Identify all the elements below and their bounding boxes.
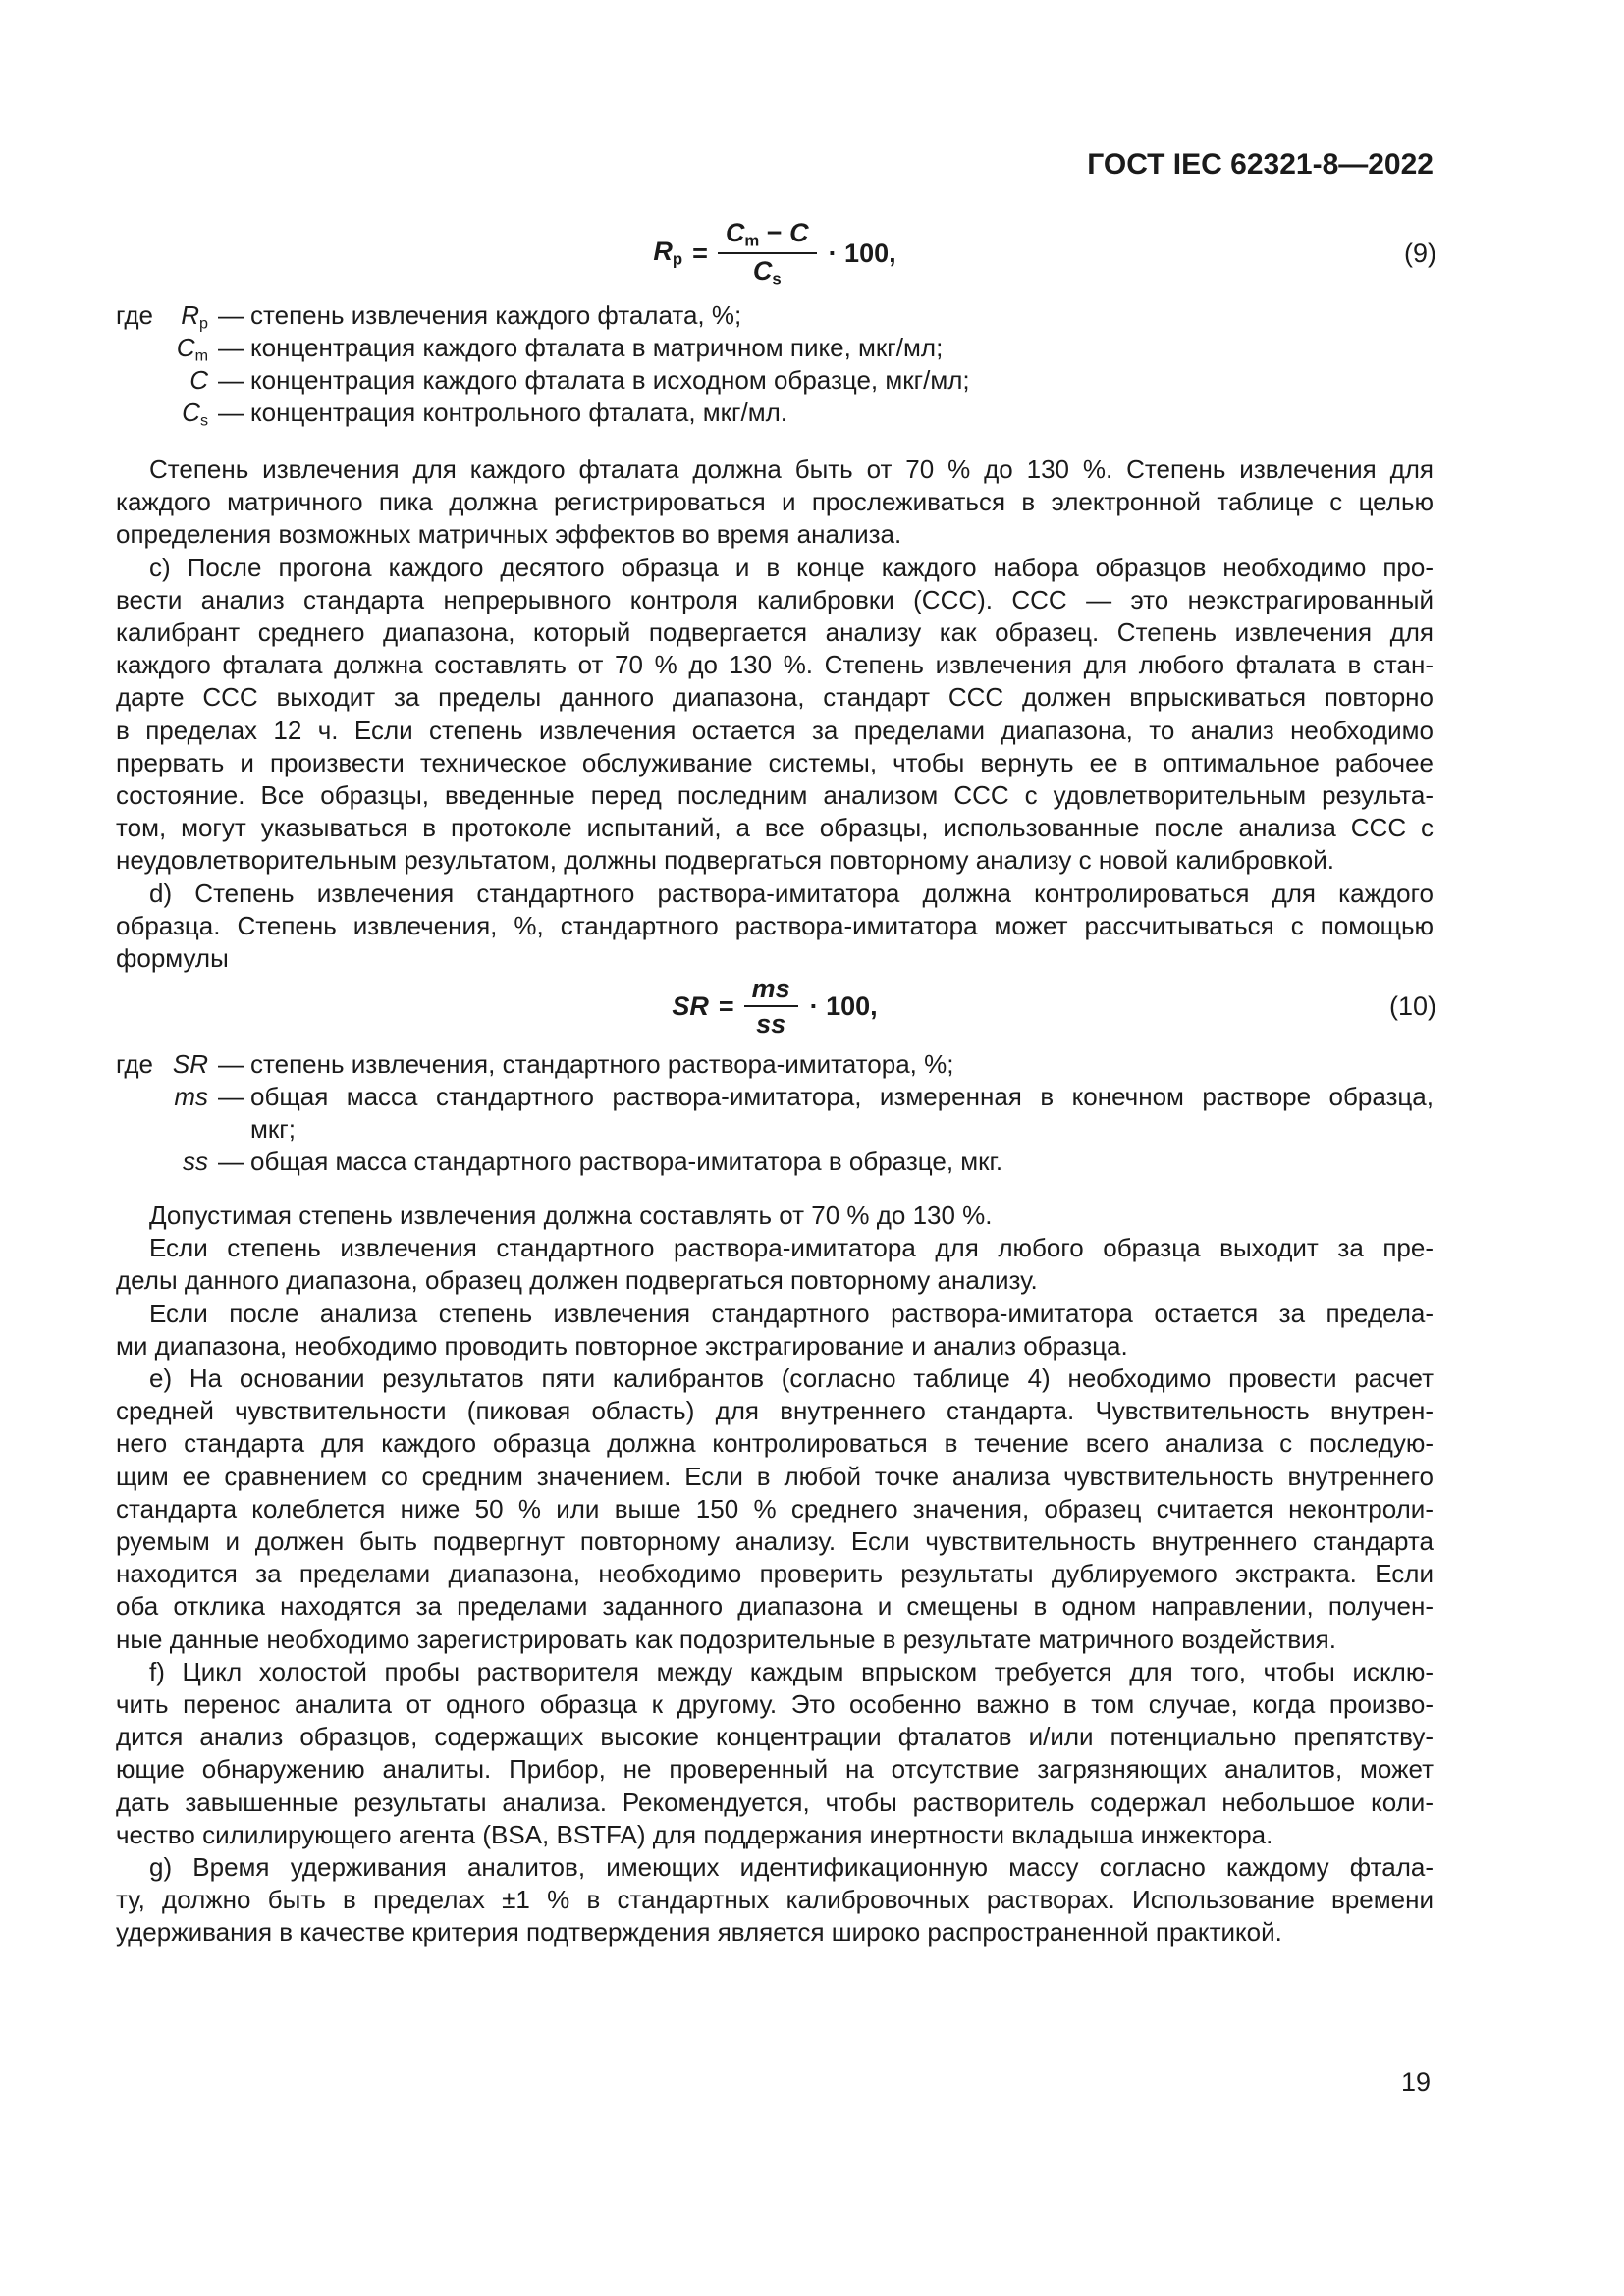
formula_9-denominator-term: $C_s$: [752, 256, 782, 289]
where-dash: —: [218, 398, 244, 427]
text-line: дарте ССС выходит за пределы данного диапазона, стандарт ССС должен впрыскиваться повторно: [116, 682, 1434, 713]
document-header-title: ГОСТ IEC 62321-8—2022: [1087, 148, 1434, 181]
formula_9-denominator-term-subscript: s: [772, 269, 782, 289]
where-definition-line: концентрация каждого фталата в матричном пике, мкг/мл;: [250, 333, 944, 362]
where-definition-line: общая масса стандартного раствора-имитатора, измеренная в конечном растворе образца,: [250, 1082, 1434, 1111]
text-line: прервать и произвести техническое обслуживание системы, чтобы вернуть ее в оптимальное рабочее: [116, 747, 1434, 777]
where-dash: —: [218, 1082, 244, 1111]
where-term: [145, 364, 208, 397]
where-term: [145, 397, 208, 438]
text-line: каждого матричного пика должна регистрироваться и прослеживаться в электронной таблице с целью: [116, 487, 1434, 517]
text-line: Если степень извлечения стандартного раствора-имитатора для любого образца выходит за пре-: [149, 1233, 1434, 1263]
where-term-symbol: $C_m$: [176, 333, 208, 365]
formula_9-numerator-term: −: [759, 217, 790, 247]
where-term-symbol-subscript: s: [199, 411, 208, 430]
text-line: ющие обнаружению аналиты. Прибор, не проверенный на отсутствие загрязняющих аналитов, может: [116, 1754, 1434, 1785]
formula_9-numerator-term-subscript: m: [744, 231, 760, 250]
text-line: находится за пределами диапазона, необходимо проверить результаты дублируемого экстракта. Если: [116, 1559, 1434, 1589]
formula_9-variable: $R_p$: [653, 237, 683, 269]
where-row: [116, 397, 1434, 429]
formula-9-lhs: [653, 237, 682, 270]
text-line: g) Время удерживания аналитов, имеющих идентификационную массу согласно каждому фтала-: [149, 1852, 1434, 1883]
formula_10-variable: SR: [672, 990, 709, 1021]
text-line: него стандарта для каждого образца должна контролироваться в течение всего анализа с последую-: [116, 1428, 1434, 1459]
page-number: 19: [1400, 2067, 1431, 2097]
text-line: калибрант среднего диапазона, который подвергается анализу как образец. Степень извлечения для: [116, 617, 1434, 648]
where-row: [116, 364, 1434, 397]
where-term: [145, 1146, 208, 1178]
paragraph-block-1: [116, 454, 1434, 975]
text-line: образца. Степень извлечения, %, стандартного раствора-имитатора может рассчитываться с помощью: [116, 910, 1434, 940]
where-row: [116, 1048, 1434, 1081]
where-definition-line: общая масса стандартного раствора-имитатора в образце, мкг.: [250, 1147, 1003, 1176]
text-line: ту, должно быть в пределах ±1 % в стандартных калибровочных растворах. Использование времени: [116, 1885, 1434, 1915]
where-term-symbol-subscript: m: [194, 347, 208, 365]
where-list-10: [116, 1048, 1434, 1178]
text-line: руемым и должен быть подвергнут повторному анализу. Если чувствительность внутреннего стандарта: [116, 1526, 1434, 1557]
text-line: делы данного диапазона, образец должен подвергаться повторному анализу.: [116, 1265, 1038, 1296]
formula-9-tail: · 100,: [828, 238, 896, 268]
text-line: удерживания в качестве критерия подтверждения является широко распространенной практикой.: [116, 1917, 1282, 1948]
where-dash: —: [218, 1147, 244, 1176]
where-label: где: [116, 1049, 153, 1079]
text-line: чить перенос аналита от одного образца к другому. Это особенно важно в том случае, когда произво-: [116, 1689, 1434, 1720]
where-definition-line: степень извлечения каждого фталата, %;: [250, 300, 742, 330]
text-line: ные данные необходимо зарегистрировать как подозрительные в результате матричного воздействия.: [116, 1624, 1336, 1654]
text-line: Степень извлечения для каждого фталата должна быть от 70 % до 130 %. Степень извлечения для: [149, 454, 1434, 484]
where-term-symbol: ss: [183, 1147, 208, 1176]
where-term-symbol-subscript: p: [199, 314, 208, 333]
text-line: чество силилирующего агента (BSA, BSTFA) для поддержания инертности вкладыша инжектора.: [116, 1819, 1273, 1849]
formula-10-fraction: [744, 974, 798, 1039]
paragraph-block-2: [116, 1200, 1434, 1949]
text-line: в пределах 12 ч. Если степень извлечения остается за пределами диапазона, то анализ необходимо: [116, 715, 1434, 745]
formula_10-numerator-term: ms: [751, 973, 790, 1003]
where-row: [116, 1081, 1434, 1146]
where-row: [116, 299, 1434, 332]
where-definition-line: концентрация каждого фталата в исходном образце, мкг/мл;: [250, 365, 970, 395]
formula-9-equals: =: [692, 238, 708, 268]
where-term-symbol: SR: [172, 1049, 208, 1079]
text-line: d) Степень извлечения стандартного раствора-имитатора должна контролироваться для каждого: [149, 878, 1434, 908]
formula-10-tail: · 100,: [809, 990, 878, 1021]
text-line: щим ее сравнением со средним значением. Если в любой точке анализа чувствительность внутреннего: [116, 1461, 1434, 1491]
text-line: оба отклика находятся за пределами заданного диапазона и смещены в одном направлении, получен-: [116, 1591, 1434, 1622]
where-term: [145, 1081, 208, 1113]
where-dash: —: [218, 333, 244, 362]
text-line: определения возможных матричных эффектов во время анализа.: [116, 519, 902, 550]
where-definition-line: мкг;: [250, 1114, 296, 1144]
text-line: ми диапазона, необходимо проводить повторное экстрагирование и анализ образца.: [116, 1330, 1128, 1361]
formula-10-equals: =: [718, 990, 734, 1021]
where-row: [116, 1146, 1434, 1178]
where-list-9: [116, 299, 1434, 429]
formula_9-numerator-term: C: [789, 217, 809, 247]
formula-9: [116, 216, 1434, 291]
text-line: f) Цикл холостой пробы растворителя между каждым впрыском требуется для того, чтобы исклю-: [149, 1656, 1434, 1686]
text-line: формулы: [116, 943, 229, 974]
formula-9-numerator: [718, 218, 817, 252]
formula_9-variable-subscript: p: [672, 249, 683, 269]
formula-10: [116, 972, 1434, 1041]
where-definition-line: концентрация контрольного фталата, мкг/мл.: [250, 398, 788, 427]
text-line: дать завышенные результаты анализа. Рекомендуется, чтобы растворитель содержал небольшое коли-: [116, 1787, 1434, 1817]
formula_10-denominator-term: ss: [756, 1009, 786, 1039]
formula-10-numerator: [744, 974, 798, 1005]
text-line: вести анализ стандарта непрерывного контроля калибровки (ССС). ССС — это неэкстрагированный: [116, 584, 1434, 614]
where-dash: —: [218, 300, 244, 330]
text-line: каждого фталата должна составлять от 70 % до 130 %. Степень извлечения для любого фталата в стан-: [116, 650, 1434, 680]
text-line: e) На основании результатов пяти калибрантов (согласно таблице 4) необходимо провести расчет: [149, 1363, 1434, 1394]
text-line: неудовлетворительным результатом, должны подвергаться повторному анализу с новой калибровкой.: [116, 845, 1334, 876]
formula-10-number: (10): [1388, 991, 1436, 1021]
formula-10-denominator: [744, 1005, 798, 1039]
where-row: [116, 332, 1434, 364]
text-line: дится анализ образцов, содержащих высокие концентрации фталатов и/или потенциально препятству-: [116, 1722, 1434, 1752]
where-dash: —: [218, 365, 244, 395]
formula-9-number: (9): [1404, 239, 1436, 268]
text-line: Если после анализа степень извлечения стандартного раствора-имитатора остается за предела-: [149, 1298, 1434, 1328]
text-line: Допустимая степень извлечения должна составлять от 70 % до 130 %.: [149, 1201, 993, 1230]
formula-9-denominator: [718, 252, 817, 289]
text-line: средней чувствительности (пиковая область) для внутреннего стандарта. Чувствительность внутрен-: [116, 1396, 1434, 1426]
formula-10-lhs: [672, 991, 709, 1022]
where-term-symbol: $C_s$: [182, 398, 208, 430]
text-line: c) После прогона каждого десятого образца и в конце каждого набора образцов необходимо про-: [149, 552, 1434, 582]
text-line: том, могут указываться в протоколе испытаний, а все образцы, использованные после анализа ССС с: [116, 813, 1434, 843]
where-label: где: [116, 300, 153, 330]
where-definition-line: степень извлечения, стандартного раствора-имитатора, %;: [250, 1049, 954, 1079]
text-line: стандарта колеблется ниже 50 % или выше 150 % среднего значения, образец считается неконтроли-: [116, 1493, 1434, 1523]
where-term-symbol: $R_p$: [181, 300, 208, 333]
where-term-symbol: ms: [174, 1082, 208, 1111]
where-dash: —: [218, 1049, 244, 1079]
where-term-symbol: C: [189, 365, 208, 395]
formula_9-numerator-term: $C_m$: [725, 217, 760, 250]
where-term: [145, 1048, 208, 1081]
text-line: состояние. Все образцы, введенные перед последним анализом ССС с удовлетворительным результа-: [116, 780, 1434, 811]
formula-9-fraction: [718, 218, 817, 290]
